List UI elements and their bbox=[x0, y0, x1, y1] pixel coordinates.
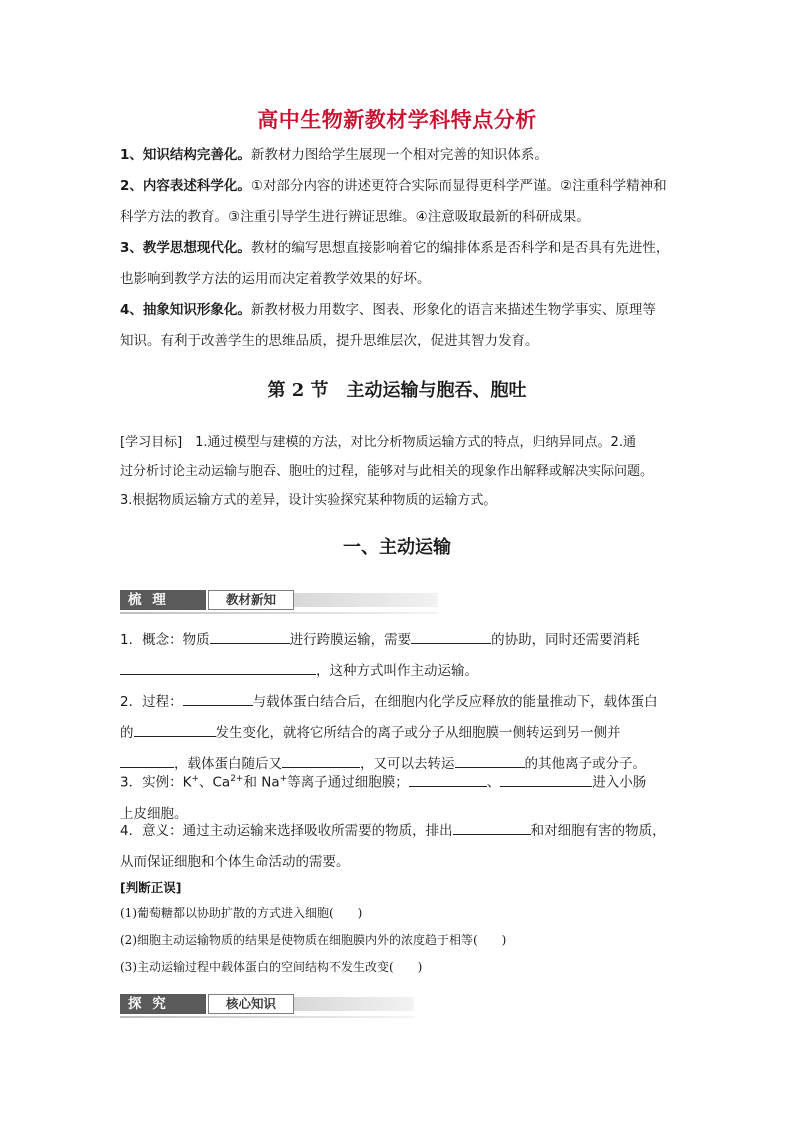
feature-body: ①对部分内容的讲述更符合实际而显得更科学严谨。②注重科学精神和 bbox=[250, 178, 667, 194]
item-text: 1．概念：物质 bbox=[120, 632, 210, 648]
item-text: 2．过程： bbox=[120, 694, 183, 710]
feature-body: 知识。有利于改善学生的思维品质，提升思维层次，促进其智力发育。 bbox=[120, 333, 539, 349]
item-text: ，又可以去转运 bbox=[360, 756, 455, 772]
superscript: + bbox=[191, 774, 199, 784]
bar-fade bbox=[294, 593, 438, 607]
feature-body: 新教材极力用数字、图表、形象化的语言来描述生物学事实、原理等 bbox=[250, 302, 656, 318]
feature-head: 2、内容表述科学化。 bbox=[120, 178, 251, 194]
bar-label-dark: 探 究 bbox=[120, 994, 206, 1014]
section-bar-explore bbox=[120, 994, 420, 1014]
feature-4 bbox=[120, 295, 676, 357]
subsection-title: 一、主动运输 bbox=[343, 537, 451, 558]
item-text: 和对细胞有害的物质， bbox=[530, 823, 666, 839]
section-bar-review bbox=[120, 590, 440, 610]
item-text: 进行跨膜运输，需要 bbox=[289, 632, 412, 648]
feature-head: 1、知识结构完善化。 bbox=[120, 147, 251, 163]
judge-item: (1)葡萄糖都以协助扩散的方式进入细胞( ) bbox=[120, 906, 363, 920]
item-text: 进入小肠 bbox=[592, 774, 647, 791]
blank[interactable] bbox=[120, 660, 316, 675]
blank[interactable] bbox=[409, 772, 487, 787]
superscript: 2+ bbox=[230, 774, 244, 784]
item-text: 的其他离子或分子。 bbox=[524, 756, 646, 772]
goals-line: 3.根据物质运输方式的差异，设计实验探究某种物质的运输方式。 bbox=[120, 493, 497, 508]
section-title: 第 2 节 主动运输与胞吞、胞吐 bbox=[267, 380, 527, 401]
item-meaning bbox=[120, 816, 676, 878]
bar-fade bbox=[294, 997, 414, 1011]
goals-line: 过分析讨论主动运输与胞吞、胞吐的过程，能够对与此相关的现象作出解释或解决实际问题。 bbox=[120, 464, 654, 479]
item-text: 发生变化，就将它所结合的离子或分子从细胞膜一侧转运到另一侧并 bbox=[215, 725, 621, 741]
feature-body: 也影响到教学方法的运用而决定着教学效果的好坏。 bbox=[120, 271, 431, 287]
blank[interactable] bbox=[500, 772, 592, 787]
item-text: 、Ca bbox=[199, 774, 231, 791]
item-text: ，载体蛋白随后又 bbox=[174, 756, 282, 772]
judge-item: (2)细胞主动运输物质的结果是使物质在细胞膜内外的浓度趋于相等( ) bbox=[120, 933, 507, 947]
bar-underline bbox=[120, 1016, 414, 1018]
blank[interactable] bbox=[411, 629, 491, 644]
bar-label-light: 教材新知 bbox=[208, 590, 294, 610]
feature-body: 科学方法的教育。③注重引导学生进行辨证思维。④注意吸取最新的科研成果。 bbox=[120, 209, 590, 225]
bar-underline bbox=[120, 612, 438, 614]
document-title: 高中生物新教材学科特点分析 bbox=[257, 108, 537, 132]
bar-label-light: 核心知识 bbox=[208, 994, 294, 1014]
feature-head: 3、教学思想现代化。 bbox=[120, 240, 251, 256]
blank[interactable] bbox=[134, 722, 216, 737]
item-text: ，这种方式叫作主动运输。 bbox=[316, 663, 478, 679]
feature-head: 4、抽象知识形象化。 bbox=[120, 302, 251, 318]
learning-goals bbox=[120, 428, 678, 515]
feature-2 bbox=[120, 171, 676, 233]
judge-item: (3)主动运输过程中载体蛋白的空间结构不发生改变( ) bbox=[120, 960, 423, 974]
item-text: 的协助，同时还需要消耗 bbox=[491, 632, 640, 648]
item-text: 等离子通过细胞膜； bbox=[287, 774, 409, 791]
item-text: 4．意义：通过主动运输来选择吸收所需要的物质，排出 bbox=[120, 823, 453, 839]
feature-body: 新教材力图给学生展现一个相对完善的知识体系。 bbox=[250, 147, 548, 163]
item-text: 3．实例：K bbox=[120, 774, 192, 791]
blank[interactable] bbox=[453, 820, 531, 835]
feature-3 bbox=[120, 233, 676, 295]
item-text: 、 bbox=[486, 774, 501, 791]
item-text: 上皮细胞。 bbox=[120, 805, 188, 822]
superscript: + bbox=[279, 774, 288, 784]
feature-body: 教材的编写思想直接影响着它的编排体系是否科学和是否具有先进性， bbox=[250, 240, 670, 256]
goals-line: [学习目标] 1.通过模型与建模的方法，对比分析物质运输方式的特点，归纳异同点。2.通 bbox=[120, 435, 636, 450]
item-text: 与载体蛋白结合后，在细胞内化学反应释放的能量推动下，载体蛋白 bbox=[252, 694, 658, 710]
blank[interactable] bbox=[210, 629, 290, 644]
item-text: 和 Na bbox=[243, 774, 280, 791]
blank[interactable] bbox=[183, 691, 253, 706]
item-concept bbox=[120, 625, 676, 687]
feature-1 bbox=[120, 140, 676, 171]
item-text: 的 bbox=[120, 725, 134, 741]
judge-title: [判断正误] bbox=[120, 880, 182, 895]
item-text: 从而保证细胞和个体生命活动的需要。 bbox=[120, 854, 350, 870]
bar-label-dark: 梳 理 bbox=[120, 590, 206, 610]
